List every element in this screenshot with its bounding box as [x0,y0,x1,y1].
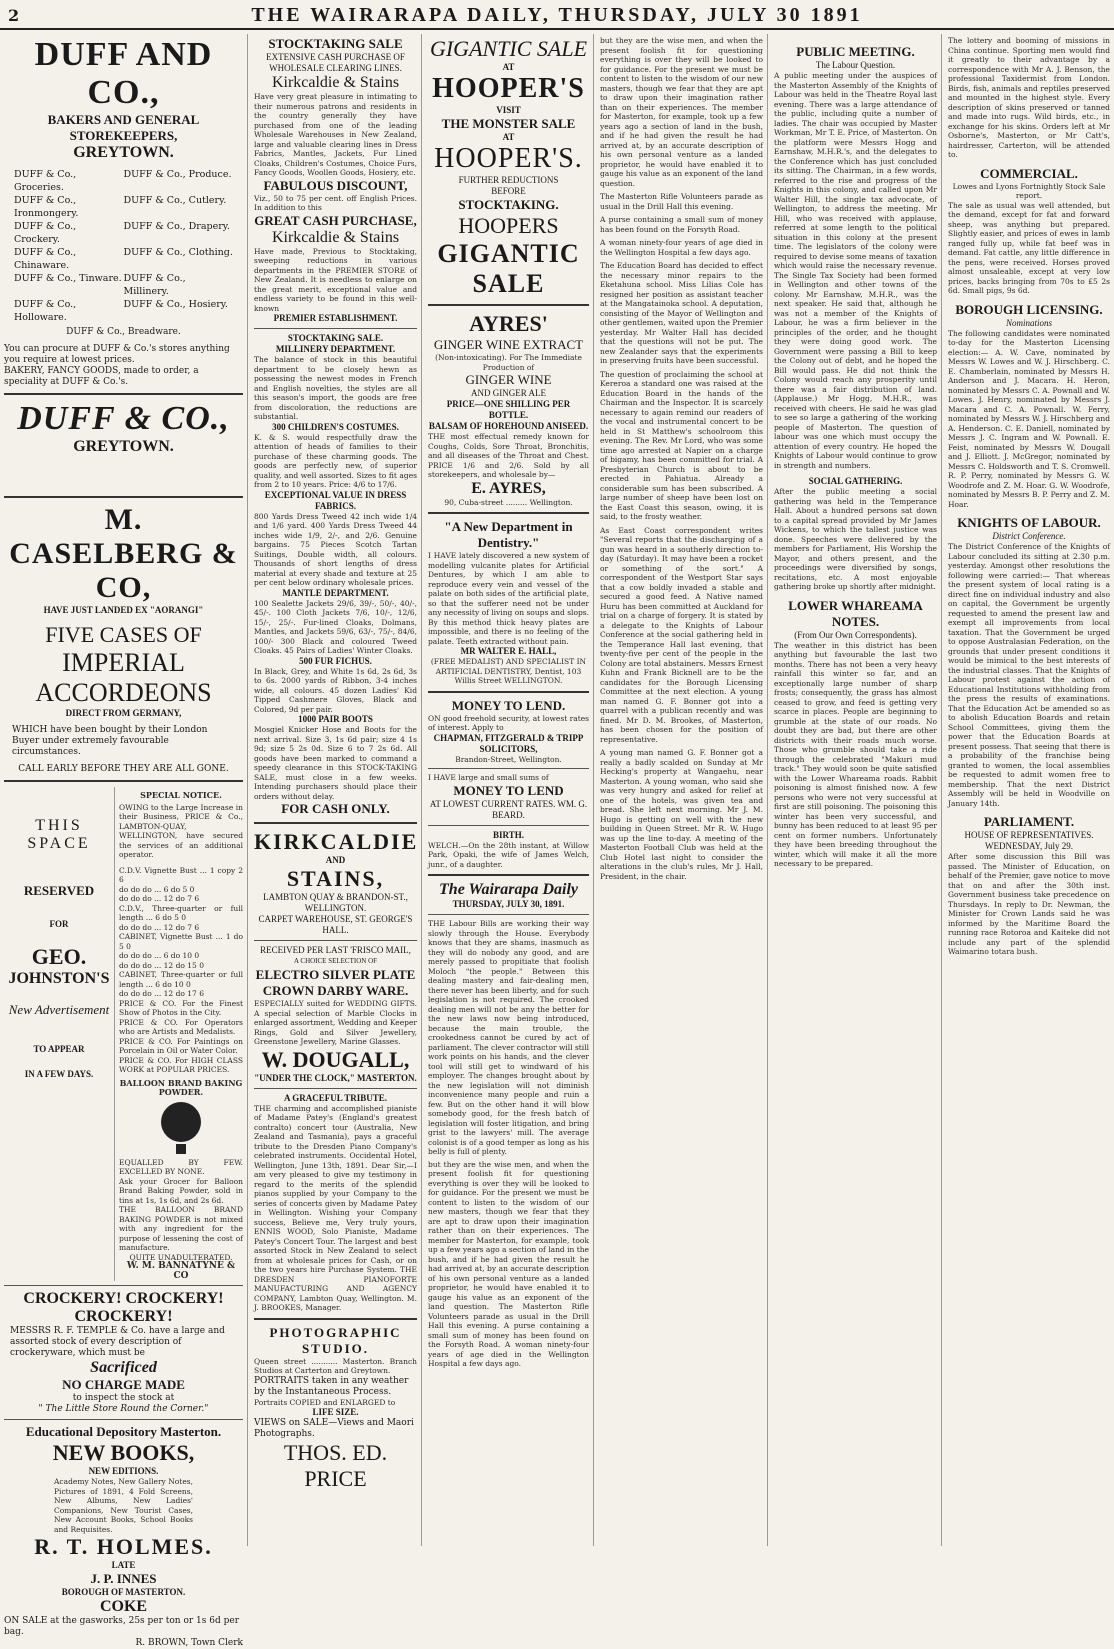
duff-note: You can procure at DUFF & Co.'s stores anything you require at lowest prices. [4,344,230,365]
gigantic-sale: GIGANTIC SALE [429,36,588,61]
newspaper-title: THE WAIRARAPA DAILY, THURSDAY, JULY 30 1891 [251,4,863,26]
new-advertisement: New Advertisement [8,1002,110,1017]
geo: GEO. [31,944,87,969]
stocktaking: STOCKTAKING. [458,197,559,212]
thos-price: THOS. ED. PRICE [283,1440,388,1491]
views: VIEWS on SALE—Views and Maori Photographs. [254,1418,414,1439]
to-appear: TO APPEAR [33,1044,85,1054]
crown-darby: CROWN DARBY WARE. [262,983,409,998]
chapman: CHAPMAN, FITZGERALD & TRIPP SOLICITORS, [433,732,584,754]
fabulous-discount: FABULOUS DISCOUNT, [263,177,408,193]
wednesday: WEDNESDAY, July 29. [984,841,1073,851]
balloon-icon [161,1102,201,1154]
money-to-lend-2: MONEY TO LEND [453,782,564,798]
duff-dept: DUFF & Co., Tinware. [14,273,122,284]
graceful-tribute: A GRACEFUL TRIBUTE. [283,1092,388,1103]
reserved: RESERVED [23,883,95,898]
monster-sale: THE MONSTER SALE [441,116,576,131]
borough-licensing: BOROUGH LICENSING. [955,301,1103,317]
nominations: Nominations [1005,317,1052,328]
borough-masterton: BOROUGH OF MASTERTON. [61,1587,186,1597]
stocktaking-sale: STOCKTAKING SALE [268,36,403,51]
holmes: R. T. HOLMES. [34,1534,213,1559]
duff-town-2: GREYTOWN. [73,438,174,455]
kirkcaldie-1: Kirkcaldie & Stains [271,74,400,91]
duff-note-2: BAKERY, FANCY GOODS, made to order, a speciality at DUFF & Co.'s. [4,366,199,387]
mantle-dept: MANTLE DEPARTMENT. [282,587,389,598]
premier: PREMIER ESTABLISHMENT. [273,313,398,323]
town-clerk: R. BROWN, Town Clerk [135,1638,243,1648]
few-days: IN A FEW DAYS. [24,1069,94,1079]
further-reductions: FURTHER REDUCTIONS [458,175,559,185]
inspect: to inspect the stock at [72,1393,175,1403]
coke: COKE [99,1598,148,1615]
column-3: GIGANTIC SALE AT HOOPER'S VISIT THE MONSTER SALE AT HOOPER'S. FURTHER REDUCTIONS BEFORE STOCKTAKING. HOOPERS GIGANTIC SALE AYRES' GINGER WINE EXTRACT (Non-intoxicating). For The Immediate Production of GINGER WINE AND GINGER ALE PRICE—ONE SHILLING PER BOTTLE. BALSAM OF HOREHOUND ANISEED. THE most effectual remedy known for Coughs, Colds, Sore Throat, Bronchitis, and all diseases of the Throat and Chest. PRICE 1/6 and 2/6. Sold by all storekeepers, and wholesale by— E. AYRES, 90, Cuba-street ......... Wellington. "A New Department in Dentistry." I HAVE lately discovered a new system of modelling vulcanite plates for Artificial Dentures, by which I am able to reproduce every vein and vessel of the palate on both sides of the artificial plate, so that the sufferer need not be under any necessity of living on soups and slops. By this method thick heavy plates are impossible, and there is no feeling of the palate. Teeth extracted without pain. MR WALTER E. HALL, (FREE MEDALIST) AND SPECIALIST IN ARTIFICIAL DENTISTRY, Dentist, 103 Willis Street WELLINGTON. MONEY TO LEND. ON good freehold security, at lowest rates of interest. Apply to CHAPMAN, FITZGERALD & TRIPP SOLICITORS, Brandon-Street, Wellington. I HAVE large and small sums of MONEY TO LEND AT LOWEST CURRENT RATES. WM. G. BEARD. BIRTH. WELCH.—On the 28th instant, at Willow Park, Opaki, the wife of James Welch, junr., of a daughter. The Wairarapa Daily THURSDAY, JULY 30, 1891. THE Labour Bills are working their way slowly through the House. Everybody knows that they are shams, inasmuch as they will do nobody any good, and are merely passed to propitiate that foolish Moloch "the people." Between this dealing mastery and fair-dealing men, there never has been liberty, and for such legislation is not required. The crooked dealing men will not be any the better for the new laws now being introduced, because the main trouble, the crookedness cannot be cured by act of parliament. The clever contractor will still work points on his hands, and the clever tool will still get to windward of his employer. The changes brought about by the new legislation will not diminish inconvenience many people and ruin a few. But on the other hand it will blow somebody good, for the fresh batch of legislation will foster litigation, and bring grist to the lawyers' mill. The average colonist is of a good temper as long as his belly is full of plenty. but they are the wise men, and when the present foolish fit for questioning everything is over they will be looked to for guidance. For the present we must be content to listen to the wisdom of our new masters, though we fear that they are apt to draw upon their imagination rather than on their experiences. The member for Masterton, for example, took up a few years ago a section of land in the bush, and if he had given the result he had arrived at, by an accurate description of his own personal venture as a landed proprietor, he would have enabled it to gauge his value as an exponent of the land question. The Masterton Rifle Volunteers parade as usual in the Drill Hall this evening. A purse containing a small sum of money has been found on the Forsyth Road. A woman ninety-four years of age died in the Wellington Hospital a few days ago. [424,34,594,1546]
extensive-purchase: EXTENSIVE CASH PURCHASE OF WHOLESALE CLEARING LINES. [266,52,405,73]
pair-boots: 1000 PAIR BOOTS [298,714,373,724]
walter-hall: MR WALTER E. HALL, [460,646,557,656]
at-2: AT [502,132,515,142]
knights-labour: KNIGHTS OF LABOUR. [957,515,1101,530]
parliament: PARLIAMENT. [983,814,1075,829]
new-books: NEW BOOKS, [52,1440,195,1465]
exceptional-value: EXCEPTIONAL VALUE IN DRESS FABRICS. [264,489,407,511]
duff-town: GREYTOWN. [73,144,174,161]
money-to-lend: MONEY TO LEND. [451,697,566,713]
portraits: PORTRAITS taken in any weather by the Instantaneous Process. [254,1375,409,1397]
house-reps: HOUSE OF REPRESENTATIVES. [964,830,1094,840]
ginger-wine: GINGER WINE [465,372,552,387]
caselberg-sub: HAVE JUST LANDED EX "AORANGI" [43,605,204,615]
no-charge: NO CHARGE MADE [62,1377,185,1392]
ginger-price: PRICE—ONE SHILLING PER BOTTLE. [446,399,571,420]
stocktaking-2: STOCKTAKING SALE. [287,333,384,343]
duff-dept: DUFF & Co., Cutlery. [123,195,227,206]
ginger-ale: AND GINGER ALE [471,388,546,398]
duff-subtitle: BAKERS AND GENERAL STOREKEEPERS, [47,112,200,143]
and-text: AND [325,855,346,865]
kirkcaldie-2: Kirkcaldie & Stains [271,228,400,246]
correspondents: (From Our Own Correspondents). [794,629,917,640]
public-meeting: PUBLIC MEETING. [796,44,915,59]
duff-dept: DUFF & Co., Ironmongery. [14,195,79,219]
social-gathering: SOCIAL GATHERING. [808,476,903,486]
great-cash: GREAT CASH PURCHASE, [254,212,417,228]
electro-silver: ELECTRO SILVER PLATE [255,967,416,982]
duff-dept: DUFF & Co., Groceries. [14,169,77,193]
duff-dept: DUFF & Co., Millinery. [123,273,186,297]
the-wairarapa-daily: The Wairarapa Daily [439,881,578,898]
ginger-extract: GINGER WINE EXTRACT [433,337,584,352]
editorial-text: THE Labour Bills are working their way slowly through the House. Everybody knows that they are shams, inasmuch as they will do nobody any good, and are merely passed to propitiate that foolish Moloch "the people." Between this dealing mastery and fair-dealing men, there never has been liberty, and for such legislation is not required. The crooked dealing men will not be any the better for the new laws now being introduced, because the main trouble, the crookedness cannot be cured by act of parliament. The clever contractor will still work points on his hands, and the clever tool will still get to windward of his employer. The changes brought about by the new legislation will not diminish inconvenience many people and ruin a few. But on the other hand it will blow somebody good, for the fresh batch of legislation will foster litigation, and bring grist to the lawyers' mill. The average colonist is of a good temper as long as his belly is full of plenty. [428,919,590,1156]
educational: Educational Depository Masterton. [25,1424,222,1439]
johnston: JOHNSTON'S [8,970,110,987]
sacrificed: Sacrificed [90,1359,157,1376]
commercial: COMMERCIAL. [980,165,1078,181]
choice-selection: A CHOICE SELECTION OF [293,957,378,965]
duff-dept: DUFF & Co., Drapery. [123,221,230,232]
lower-whareama: LOWER WHAREAMA NOTES. [788,597,923,629]
balsam: BALSAM OF HOREHOUND ANISEED. [428,421,589,431]
photographic-studio: PHOTOGRAPHIC STUDIO. [269,1324,402,1356]
gigantic-sale-2: GIGANTIC SALE [437,239,580,298]
five-cases: FIVE CASES OF [45,622,202,647]
column-6: The lottery and booming of missions in China continue. Sporting men would find it greatly to their advantage by a correspondence with Mr A. J. Benson, the professional Taxidermist from London. Birds, fish, animals and reptiles preserved and mounted in the highest style. Every description of skins preserved or tanned and made into rugs. Wild birds, etc., in exchange for his skins. Orders left at Mr Osborne's, Masterton, or Mr Catt's, hairdresser, Carterton, will be attended to. COMMERCIAL. Lowes and Lyons Fortnightly Stock Sale report. The sale as usual was well attended, but the demand, except for fat and forward sheep, was anything but prepared. Slightly easier, and prices of ewes in lamb ranged fully up, while fat beef was in demand. Fat cattle, any little difference in the pens, were received. Horses proved almost unsaleable, except at very low prices, backs bringing from 70s to £5 2s 6d. Small pigs, 9s 6d. BOROUGH LICENSING. Nominations The following candidates were nominated to-day for the Masterton Licensing election:— A. W. Cave, nominated by Messrs W. Lowes and W. J. Hirschberg. C. E. Chamberlain, nominated by Messrs H. Anderson and J. Macara. H. Heron, nominated by Messrs C. A. Pownall and W. Lowes. J. Henry, nominated by Messrs J. Macara and C. A. Pownall. W. Ferry, nominated by Messrs W. J. Hirschberg and A. Henderson. C. E. Daniell, nominated by Messrs J. C. Ingram and W. Pownall. E. Feist, nominated by Messrs W. Dougall and J. Elliott. J. McGregor, nominated by Messrs C. Holdsworth and T. S. Cromwell. R. P. Perry, nominated by Messrs G. W. Woodrofe and Z. M. Hoar. G. W. Woodrofe, nominated by Messrs B. P. Perry and Z. M. Hoar. KNIGHTS OF LABOUR. District Conference. The District Conference of the Knights of Labour concluded its sitting at 2.30 p.m. yesterday. Amongst other resolutions the following were carried:— That whereas the present system of local rating is a direct fine on individual industry and also on capital, the Government be urgently requested to amend the present law and exempt all improvements from local taxation. That the Government be urged to oppose Australasian Federation, on the grounds that under present conditions it would be inimical to the best interests of the industrial classes. That the Knights of Labour protest against the action of Educational Institutions withholding from the press the results of examinations. That the Education Act be amended so as to abolish Education Boards and retain School Committees, giving them the power that the Education Boards at present possess. That seeing that there is a probability of the franchise being granted to women, the local assemblies be requested to admit women free to membership. That the next District Assembly will be held in Woodville on January 14th. PARLIAMENT. HOUSE OF REPRESENTATIVES. WEDNESDAY, July 29. After some discussion this Bill was passed. The Minister of Education, on behalf of the Premier, gave notice to move that on and after the 30th inst. Government business take precedence on Thursdays. In reply to Dr. Newman, the Minister for Crown Lands said he was informed by the Maritime Board the running race Rotoroa and Kaiteke did not include any part of the splendid Waimarino totara bush. [948,36,1110,956]
fur-fichus: 500 FUR FICHUS. [299,655,372,666]
kirkcaldie-3: KIRKCALDIE [254,829,419,854]
childrens-costumes: 300 CHILDREN'S COSTUMES. [272,421,399,432]
under-clock: "UNDER THE CLOCK," MASTERTON. [254,1072,417,1083]
masthead [0,0,1114,30]
stains: STAINS, [286,866,385,891]
stock-sale-report: Lowes and Lyons Fortnightly Stock Sale report. [952,181,1106,200]
late: LATE [111,1560,136,1570]
temple-text: MESSRS R. F. TEMPLE & Co. have a large and assorted stock of every description of crockeryware, which must be [10,1326,225,1358]
new-editions: NEW EDITIONS. [88,1466,159,1476]
duff-dept: DUFF & Co., Chinaware. [14,247,77,271]
hoopers-1: HOOPER'S [432,73,585,104]
hoopers-2: HOOPER'S. [434,143,583,174]
little-store: " The Little Store Round the Corner." [38,1404,209,1414]
duff-breadware: DUFF & Co., Breadware. [66,327,181,337]
visit: VISIT [496,105,521,115]
which-text: WHICH have been bought by their London Buyer under extremely favourable circumstances. [12,725,208,757]
at-1: AT [502,62,515,72]
direct-germany: DIRECT FROM GERMANY, [65,708,182,718]
column-5: PUBLIC MEETING. The Labour Question. A public meeting under the auspices of the Masterton Assembly of the Knights of Labour was held in the Theatre Royal last evening. There was a large attendance of the public, including quite a number of ladies. The chair was occupied by Master Workman, Mr T. E. Price, of Masterton. On the platform were Messrs Hogg and Earnshaw, M.H.R.'s, and the delegates to the Conference which has just concluded its sitting. The Chairman, in a few words, referred to the rise and progress of the Knights in this colony, and called upon Mr Walter Hill, the single tax advocate, of Wellington, to address the meeting. Mr Hill, who was received with applause, referred at some length to the political situation in this colony at the present time. The legislators of the colony were required to devise some means of taxation which would raise the necessary revenue. The Single Tax Society had been formed in Wellington and other towns of the colony. Mr Earnshaw, M.H.R., was the next speaker. He said that, although he was not a member of the Knights of Labour, he was a firm believer in the principles of the order, and he thought they were doing good work. The Government were passing a Bill to keep the Colony out of debt, and he hoped the Bill would pass. He did not think the Colony would reach any prosperity until there was a fair distribution of land. (Applause.) Mr Hogg, M.H.R., was received with cheers. He said he was glad to see so large a gathering of the working people of Masterton. The question of labour was one which must occupy the attention of every country. He hoped the Knights of Labour would continue to grow in strength and numbers. SOCIAL GATHERING. After the public meeting a social gathering was held in the Temperance Hall. About a hundred persons sat down to a capital spread provided by Mr James Wickens, to which the tallest justice was done. Speeches were delivered by the members for Parliament, His Worship the Mayor, and others present, and the proceedings were diversified by songs, recitations, etc. A most enjoyable gathering broke up shortly after midnight. LOWER WHAREAMA NOTES. (From Our Own Correspondents). The weather in this district has been anything but favourable the last two months. There has not been a very heavy rainfall this winter so far, and an exceptionally large number of sharp frosts; consequently, the grass has almost ceased to grow, and feed is getting very scarce in places. People are beginning to grumble at the state of our roads. No doubt they are bad, but there are other districts with their roads much worse. Those who grumble should take a ride through the celebrated "Makuri mud track." They would soon be quite satisfied with the Lower Whareama roads. Rabbit poisoning is almost finished now. A few persons who were not very successful at first are still poisoning. The poisoning this winter has been very successful, and bunny has been reduced to at least 95 per cent on former numbers. Unfortunately they have been breeding throughout the winter, which will make it all the more necessary to be prepared. [770,34,942,1546]
innes: J. P. INNES [90,1571,157,1586]
hoopers-3: HOOPERS [458,213,559,238]
duff-title-2: DUFF & CO., [17,400,230,437]
duff-dept: DUFF & Co., Holloware. [14,299,77,323]
call-early: CALL EARLY BEFORE THEY ARE ALL GONE. [18,764,229,774]
coke-text: ON SALE at the gasworks, 25s per ton or 1s 6d per bag. [4,1616,239,1637]
column-4: but they are the wise men, and when the present foolish fit for questioning everything is over they will be looked to for guidance. For the present we must be content to listen to the wisdom of our new masters, though we fear that they are apt to draw upon their imagination rather than on their experiences. The member for Masterton, for example, took up a few years ago a section of land in the bush, and if he had given the result he had arrived at, by an accurate description of his own personal venture as a landed proprietor, he would have enabled it to gauge his value as an exponent of the land question. The Masterton Rifle Volunteers parade as usual in the Drill Hall this evening. A purse containing a small sum of money has been found on the Forsyth Road. A woman ninety-four years of age died in the Wellington Hospital a few days ago. The Education Board has decided to effect the necessary minor repairs to the Eketahuna school. Miss Lilias Cole has resigned her position as assistant teacher at the Mangatainoka school. A deputation, consisting of the Mayor of Wellington and other gentlemen, waited upon the Premier yesterday. Mr Walter Hall has decided that the questions will not be put. The new Zealander says that the experiments in preserving fruits have been successful. The question of proclaiming the school at Kereroa a standard one was raised at the Education Board in the hands of the Chairman and the Inspector. It is scarcely necessary to again remind our readers of the vocal and instrumental concert to be held in St Matthew's schoolroom this evening. The Rev. Mr Lord, who was some time ago arrested at Napier on a charge of bigamy, has been committed for trial. A Presbyterian Church is about to be erected in Pahiatua. Already a considerable sum has been subscribed. A large number of sheep have been lost on the East Coast this season, owing, it is said, to the frosty weather. As East Coast correspondent writes "Several reports that the discharging of a gun was heard in a southerly direction to-day (Saturday). It may have been a rocket or something of the sort." A correspondent of the Westport Star says that a cow boldly invaded a stable and secured a good feed. A Native named Huru has been committed at Auckland for trial on a charge of forgery. It is stated by a delegate to the Knights of Labour Conference at the social gathering held in the Temperance Hall last evening, that twenty-five per cent of the people in the Colony are total abstainers. Messrs Ernest Kuhn and Frank Bicknell are to be the candidates for the Borough Licensing Committee at the next election. A young man named G. F. Bonner got into a quarrel with a publican recently and was fined. Mr D. M. Brookes, of Masterton, has been chosen for the position of representative. A young man named G. F. Bonner got a really a badly scalded on Sunday at Mr Hecking's property at Wangaehu, near Masterton. A young woman, who said she was very hungry and asked for relief at one of the hotels, was given tea and bread. She left next morning. Mr J. M. Hugo is getting on well with the new building in Queen Street. Mr R. W. Hugo was up the line to-day. A meeting of the Masterton Football Club was held at the Club Hotel last night to consider the alterations in the club's rules, Mr J. Hall, President, in the chair. [596,34,768,1546]
millinery: MILLINERY DEPARTMENT. [275,344,396,354]
received-frisco: RECEIVED PER LAST 'FRISCO MAIL, [260,945,411,955]
labour-question: The Labour Question. [815,60,896,70]
duff-dept: DUFF & Co., Hosiery. [123,299,228,310]
this-space: THIS SPACE [27,817,91,852]
for-text: FOR [49,919,69,929]
issue-date: THURSDAY, JULY 30, 1891. [452,899,565,909]
duff-title: DUFF AND CO., [34,36,213,111]
dougall: W. DOUGALL, [261,1046,410,1072]
e-ayres: E. AYRES, [471,479,546,497]
page-number: 2 [8,6,20,25]
duff-dept: DUFF & Co., Produce. [123,169,232,180]
cash-only: FOR CASH ONLY. [281,801,390,816]
duff-dept: DUFF & Co., Clothing. [123,247,233,258]
current-rates: AT LOWEST CURRENT RATES. WM. G. BEARD. [429,798,588,820]
birth: BIRTH. [493,829,524,840]
before: BEFORE [491,186,526,196]
ayres: AYRES' [469,311,548,336]
lambton-quay: LAMBTON QUAY & BRANDON-ST., WELLINGTON. [263,892,408,913]
carpet-warehouse: CARPET WAREHOUSE, ST. GEORGE'S HALL. [258,914,413,935]
caselberg-title: M. CASELBERG & CO, [9,503,238,604]
duff-departments [4,168,243,324]
column-1: DUFF AND CO., BAKERS AND GENERAL STOREKEEPERS, GREYTOWN. DUFF & Co., Groceries. DUFF & Co., Produce. DUFF & Co., Ironmongery. DUFF & Co., Cutlery. DUFF & Co., Crockery. DUFF & Co., Drapery. DUFF & Co., Chinaware. DUFF & Co., Clothing. DUFF & Co., Tinware. DUFF & Co., Millinery. DUFF & Co., Holloware. DUFF & Co., Hosiery. DUFF & Co., Breadware. You can procure at DUFF & Co.'s stores anything you require at lowest prices. BAKERY, FANCY GOODS, made to order, a speciality at DUFF & Co.'s. DUFF & CO., GREYTOWN. M. CASELBERG & CO, HAVE JUST LANDED EX "AORANGI" FIVE CASES OF IMPERIAL ACCORDEONS DIRECT FROM GERMANY, WHICH have been bought by their London Buyer under extremely favourable circumstances. CALL EARLY BEFORE THEY ARE ALL GONE. THIS SPACE RESERVED FOR GEO. JOHNSTON'S New Advertisement TO APPEAR IN A FEW DAYS. SPECIAL NOTICE. OWING to the Large Increase in their Business, PRICE & Co., LAMBTON-QUAY, WELLINGTON, have secured the services of an additional operator. C.D.V. Vignette Bust ... 1 copy 2 6 do do do ... 6 do 5 0 do do do ... 12 do 7 6 C.D.V., Three-quarter or full length ... 6 do 5 0 do do do ... 12 do 7 6 CABINET, Vignette Bust ... 1 do 5 0 do do do ... 6 do 10 0 do do do ... 12 do 15 0 CABINET, Three-quarter or full length ... 6 do 10 0 do do do ... 12 do 17 6 PRICE & CO. For the Finest Show of Photos in the City. PRICE & CO. For Operators who are Artists and Medalists. PRICE & CO. For Paintings on Porcelain in Oil or Water Color. PRICE & CO. For HIGH CLASS WORK at POPULAR PRICES. BALLOON BRAND BAKING POWDER. EQUALLED BY FEW. EXCELLED BY NONE. Ask your Grocer for Balloon Brand Baking Powder, sold in tins at 1s, 1s 6d, and 2s 6d. THE BALLOON BRAND BAKING POWDER is not mixed with any ingredient for the purpose of lessening the cost of manufacture. QUITE UNADULTERATED. W. M. BANNATYNE & CO CROCKERY! CROCKERY! CROCKERY! MESSRS R. F. TEMPLE & Co. have a large and assorted stock of every description of crockeryware, which must be Sacrificed NO CHARGE MADE to inspect the stock at " The Little Store Round the Corner." Educational Depository Masterton. NEW BOOKS, NEW EDITIONS. Academy Notes, New Gallery Notes, Pictures of 1891, 4 Fold Screens, New Albums, New Ladies' Companions, New Tourist Cases, New Account Books, School Books and Requisites. R. T. HOLMES. LATE J. P. INNES BOROUGH OF MASTERTON. COKE ON SALE at the gasworks, 25s per ton or 1s 6d per bag. R. BROWN, Town Clerk [0,34,248,1546]
body-text: but they are the wise men, and when the present foolish fit for questioning everything is over they will be looked to for guidance. For the present we must be content to listen to the wisdom of our new masters, though we fear that they are apt to draw upon their imagination rather than on their experiences. The member for Masterton, for example, took up a few years ago a section of land in the bush, and if he had given the result he had arrived at, by an accurate description of his own personal venture as a landed proprietor, he would have enabled it to gauge his value as an exponent of the land question. The Masterton Rifle Volunteers parade as usual in the Drill Hall this evening. A purse containing a small sum of money has been found on the Forsyth Road. A woman ninety-four years of age died in the Wellington Hospital a few days ago. [428,1159,589,1368]
life-size: LIFE SIZE. [312,1407,359,1417]
crockery: CROCKERY! CROCKERY! CROCKERY! [23,1290,224,1325]
new-dept-dentistry: "A New Department in Dentistry." [444,519,573,550]
district-conference: District Conference. [992,531,1066,541]
duff-dept: DUFF & Co., Crockery. [14,221,77,245]
column-2: STOCKTAKING SALE EXTENSIVE CASH PURCHASE OF WHOLESALE CLEARING LINES. Kirkcaldie & Stains Have very great pleasure in intimating to their numerous patrons and residents in the country generally they have purchased from one of the leading Wholesale Warehouses in New Zealand, large and valuable clearing lines in Dress Fabrics, Mantles, Jackets, Fur Lined Cloaks, Children's Costumes, Choice Furs, Fancy Goods, Woollen Goods, Hosiery, etc. FABULOUS DISCOUNT, Viz., 50 to 75 per cent. off English Prices. In addition to this GREAT CASH PURCHASE, Kirkcaldie & Stains Have made, Previous to Stocktaking, sweeping reductions in various departments in the PREMIER STORE of New Zealand. It is needless to enlarge on the great merit, exceptional value and endless variety to be found in this well-known PREMIER ESTABLISHMENT. STOCKTAKING SALE. MILLINERY DEPARTMENT. The balance of stock in this beautiful department to be closely hewn as possessing the newest modes in French and English novelties, the styles are all this season's import, the goods are free from discoloration, the reductions are substantial. 300 CHILDREN'S COSTUMES. K. & S. would respectfully draw the attention of heads of families to their purchase of these charming goods. The goods are perfectly new, of superior quality, and well assorted. Sizes to fit ages from 2 to 10 years. Price: 4/6 to 17/6. EXCEPTIONAL VALUE IN DRESS FABRICS. 800 Yards Dress Tweed 42 inch wide 1/4 and 1/6 yard. 400 Yards Dress Tweed 44 inches wide 1/9, 2/-, and 2/6. Genuine bargains. 75 Pieces Scotch Tartan Suitings, Double width, all colours. Thousands of short lengths of dress material at every shade and texture at 25 per cent below ordinary wholesale prices. MANTLE DEPARTMENT. 100 Sealette Jackets 29/6, 39/-, 50/-, 40/-, 45/-. 100 Cloth Jackets 7/6, 10/-, 12/6, 15/-, 25/-. Fur-lined Cloaks, Dolmans, Mantles, and Jackets 59/6, 63/-, 75/-, 84/6, 100/- 300 Black and coloured Tweed Cloaks. 45 Pairs of Ladies' Winter Cloaks. 500 FUR FICHUS. In Black, Grey, and White 1s 6d, 2s 6d, 3s to 6s. 2000 yards of Ribbon, 3-4 inches wide, all colours. 45 dozen Ladies' Kid Tipped Cashmere Gloves, Black and Colored, 9d per pair. 1000 PAIR BOOTS Mosgiel Knicker Hose and Boots for the next arrival. Size 3, 1s 6d pair; size 4 1s 9d; size 5 2s 0d. Size 6 to 7 2s 6d. All goods have been marked to command a speedy clearance in this STOCK-TAKING SALE, must close in a few weeks. Intending purchasers should place their orders without delay. FOR CASH ONLY. KIRKCALDIE AND STAINS, LAMBTON QUAY & BRANDON-ST., WELLINGTON. CARPET WAREHOUSE, ST. GEORGE'S HALL. RECEIVED PER LAST 'FRISCO MAIL, A CHOICE SELECTION OF ELECTRO SILVER PLATE CROWN DARBY WARE. ESPECIALLY suited for WEDDING GIFTS. A special selection of Marble Clocks in enlarged assortment, Wedding and Keeper Rings, Gold and Silver Jewellery, Greenstone Jewellery, Marine Glasses. W. DOUGALL, "UNDER THE CLOCK," MASTERTON. A GRACEFUL TRIBUTE. THE charming and accomplished pianiste of Madame Patey's (England's greatest contralto) concert tour (Australia, New Zealand and Tasmania), pays a graceful tribute to the Dresden Piano Company's celebrated instruments. Occidental Hotel, Wellington, June 13th, 1891. Dear Sir,—I am very pleased to give my testimony in regard to the merits of the splendid pianos supplied by your Company to the series of concerts given by Madame Patey in Wellington. Wishing your Company success, Believe me, Very truly yours, ENNIS WOOD, Solo Pianiste, Madame Patey's Concert Tour. The largest and best assorted Stock in New Zealand to select from at wholesale prices for Cash, or on the two years hire Purchase System. THE DRESDEN PIANOFORTE MANUFACTURING AND AGENCY COMPANY, Lambton Quay, Wellington. M. J. BROOKES, Manager. PHOTOGRAPHIC STUDIO. Queen street ........... Masterton. Branch Studios at Carterton and Greytown. PORTRAITS taken in any weather by the Instantaneous Process. Portraits COPIED and ENLARGED to LIFE SIZE. VIEWS on SALE—Views and Maori Photographs. THOS. ED. PRICE [250,34,422,1546]
accordeons: IMPERIAL ACCORDEONS [35,648,212,707]
